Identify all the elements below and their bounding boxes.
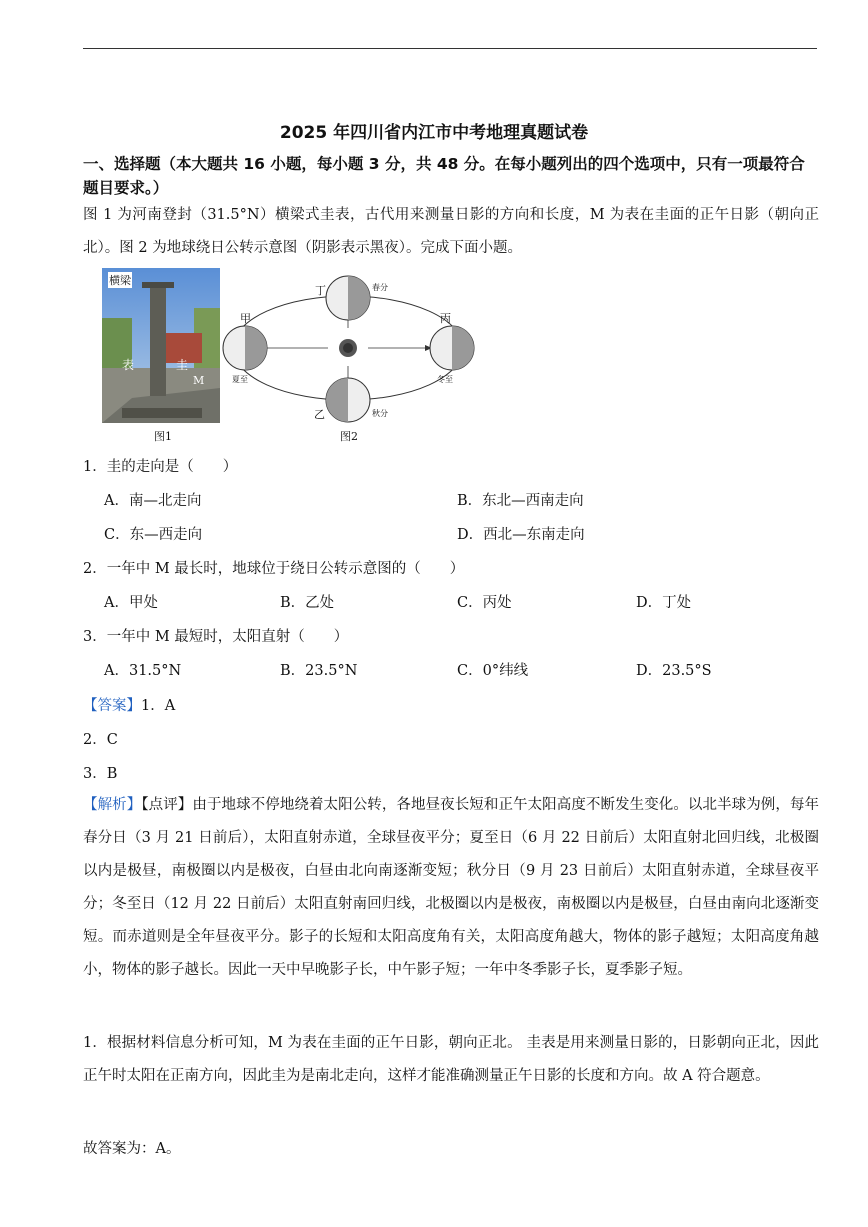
comment-text: 由于地球不停地绕着太阳公转，各地昼夜长短和正午太阳高度不断发生变化。以北半球为例，每年春分日（3 月 21 日前后），太阳直射赤道，全球昼夜平分；夏至日（6 月 22 日前后）太阳直射北回归线，北极圈以内是极昼，南极圈以内是极夜，白昼由北向南逐渐变短；秋分日（9 月 23 日前后）太阳直射赤道，全球昼夜平分；冬至日（12 月 22 日前后）太阳直射南回归线，北极圈以内是极夜，南极圈以内是极昼，白昼由南向北逐渐变短。而赤道则是全年昼夜平分。影子的长短和太阳高度角有关，太阳高度角越大，物体的影子越短；太阳高度角越小，物体的影子越长。因此一天中早晚影子长，中午影子短；一年中冬季影子长，夏季影子短。: [83, 797, 820, 978]
page-title: 2025 年四川省内江市中考地理真题试卷: [279, 123, 589, 143]
header-rule: [83, 48, 817, 49]
figure2-orbit: [220, 268, 480, 428]
analysis-q1: 1．根据材料信息分析可知，M 为表在圭面的正午日影，朝向正北。 圭表是用来测量日影的，日影朝向正北，因此正午时太阳在正南方向，因此圭为是南北走向，这样才能准确测量正午日影的长度和方向。故 A 符合题意。: [83, 1035, 819, 1084]
figure1-photo: [102, 268, 222, 428]
pos-ding: 丁: [315, 284, 326, 297]
question-3-option-c: C．0°纬线: [457, 663, 529, 679]
term-winter: 冬至: [437, 375, 453, 384]
label-beam: 横梁: [109, 274, 131, 287]
question-2-option-c: C．丙处: [457, 595, 512, 611]
pos-yi: 乙: [314, 408, 325, 421]
question-1-option-b: B．东北—西南走向: [457, 493, 584, 509]
question-2-option-a: A．甲处: [104, 595, 158, 611]
analysis-tag: 【解析】: [83, 797, 142, 813]
section-heading: 一、选择题（本大题共 16 小题，每小题 3 分，共 48 分。在每小题列出的四个选项中，只有一项最符合题目要求。）: [83, 155, 805, 197]
question-1-option-c: C．东—西走向: [104, 527, 203, 543]
term-summer: 夏至: [232, 375, 248, 384]
question-2-stem: 2．一年中 M 最长时，地球位于绕日公转示意图的（ ）: [83, 561, 465, 577]
question-3-option-d: D．23.5°S: [636, 663, 712, 679]
question-3-stem: 3．一年中 M 最短时，太阳直射（ ）: [83, 629, 349, 645]
term-spring: 春分: [372, 283, 388, 292]
answer-first: 1．A: [141, 698, 176, 714]
question-1-stem: 1．圭的走向是（ ）: [83, 459, 238, 475]
pos-bing: 丙: [440, 312, 451, 325]
answer-tag: 【答案】: [83, 698, 141, 714]
analysis-comment: [83, 789, 819, 987]
answer-line-1: [83, 694, 175, 715]
label-gnomon: 表: [122, 358, 135, 372]
figures: [100, 268, 480, 446]
question-3-option-a: A．31.5°N: [104, 663, 182, 679]
label-m: M: [193, 374, 205, 387]
pos-jia: 甲: [240, 312, 251, 325]
term-autumn: 秋分: [372, 409, 388, 418]
figure2-caption: 图2: [340, 430, 358, 443]
question-2-option-d: D．丁处: [636, 595, 692, 611]
comment-tag: 【点评】: [141, 797, 193, 813]
question-3-option-b: B．23.5°N: [280, 663, 358, 679]
label-gui: 圭: [176, 358, 189, 372]
question-2-option-b: B．乙处: [280, 595, 335, 611]
final-answer: 故答案为：A。: [83, 1141, 181, 1157]
answer-second: 2．C: [83, 732, 118, 748]
answer-third: 3．B: [83, 766, 118, 782]
question-1-option-d: D．西北—东南走向: [457, 527, 585, 543]
question-1-option-a: A．南—北走向: [104, 493, 202, 509]
figure1-caption: 图1: [154, 430, 172, 443]
intro-paragraph: 图 1 为河南登封（31.5°N）横梁式圭表，古代用来测量日影的方向和长度，M 为表在圭面的正午日影（朝向正北）。图 2 为地球绕日公转示意图（阴影表示黑夜）。完成下面小题。: [83, 207, 819, 256]
